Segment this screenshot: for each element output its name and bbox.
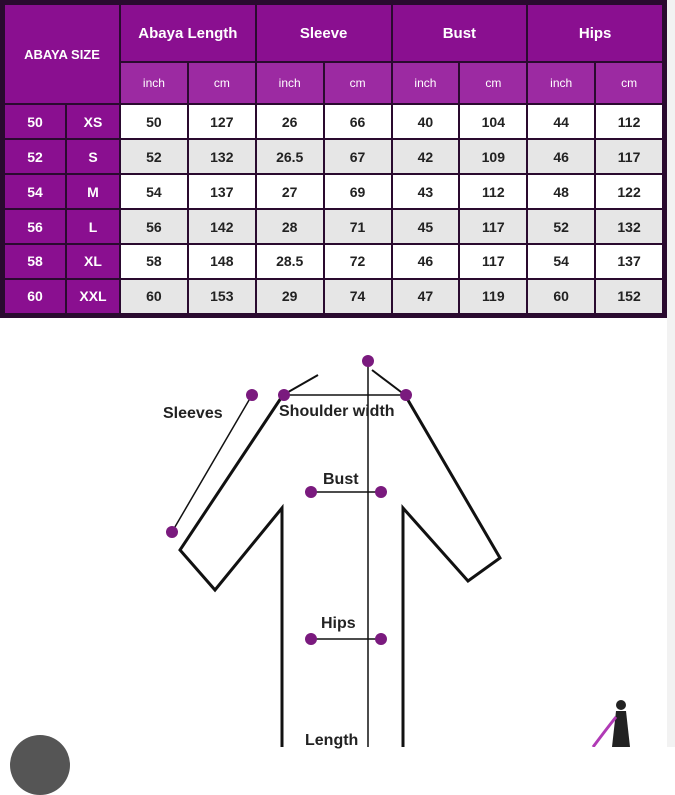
table-cell: 56 (121, 210, 187, 243)
table-cell: 142 (189, 210, 255, 243)
table-cell: 72 (325, 245, 391, 278)
size-letter: XS (67, 105, 119, 138)
table-cell: 137 (596, 245, 662, 278)
woman-figure-icon (588, 697, 648, 747)
header-row-groups (5, 5, 662, 61)
point-marker (305, 633, 317, 645)
point-marker (400, 389, 412, 401)
table-cell: 74 (325, 280, 391, 313)
size-chart (0, 0, 667, 318)
size-letter: XXL (67, 280, 119, 313)
table-row (5, 105, 662, 138)
size-letter: XL (67, 245, 119, 278)
abaya-size-header: ABAYA SIZE (5, 5, 119, 103)
group-header-bust: Bust (393, 5, 527, 61)
length-label: Length (305, 732, 359, 749)
sleeves-label: Sleeves (163, 405, 223, 422)
size-number: 50 (5, 105, 65, 138)
size-letter: L (67, 210, 119, 243)
size-letter: M (67, 175, 119, 208)
unit-header: cm (189, 63, 255, 103)
size-number: 58 (5, 245, 65, 278)
table-cell: 52 (528, 210, 594, 243)
table-cell: 28 (257, 210, 323, 243)
unit-header: cm (460, 63, 526, 103)
table-cell: 43 (393, 175, 459, 208)
point-marker (246, 389, 258, 401)
bust-label: Bust (323, 471, 359, 488)
neckline (283, 370, 405, 395)
unit-header: inch (121, 63, 187, 103)
table-cell: 27 (257, 175, 323, 208)
size-number: 56 (5, 210, 65, 243)
table-cell: 29 (257, 280, 323, 313)
table-cell: 112 (596, 105, 662, 138)
table-cell: 60 (528, 280, 594, 313)
table-cell: 71 (325, 210, 391, 243)
scroll-edge (667, 0, 675, 747)
table-cell: 112 (460, 175, 526, 208)
table-cell: 50 (121, 105, 187, 138)
table-cell: 26.5 (257, 140, 323, 173)
table-cell: 122 (596, 175, 662, 208)
point-marker (375, 633, 387, 645)
point-marker (305, 486, 317, 498)
size-number: 52 (5, 140, 65, 173)
table-cell: 60 (121, 280, 187, 313)
table-cell: 153 (189, 280, 255, 313)
size-letter: S (67, 140, 119, 173)
table-cell: 117 (596, 140, 662, 173)
unit-header: cm (325, 63, 391, 103)
table-cell: 132 (596, 210, 662, 243)
table-cell: 109 (460, 140, 526, 173)
point-marker (362, 355, 374, 367)
table-cell: 46 (393, 245, 459, 278)
table-cell: 66 (325, 105, 391, 138)
table-cell: 48 (528, 175, 594, 208)
table-cell: 40 (393, 105, 459, 138)
table-cell: 28.5 (257, 245, 323, 278)
size-number: 54 (5, 175, 65, 208)
table-row (5, 140, 662, 173)
table-cell: 45 (393, 210, 459, 243)
table-cell: 69 (325, 175, 391, 208)
table-cell: 67 (325, 140, 391, 173)
table-cell: 104 (460, 105, 526, 138)
unit-header: inch (393, 63, 459, 103)
table-cell: 54 (121, 175, 187, 208)
table-cell: 127 (189, 105, 255, 138)
table-row (5, 280, 662, 313)
size-number: 60 (5, 280, 65, 313)
table-cell: 44 (528, 105, 594, 138)
measurement-diagram (0, 318, 675, 747)
table-cell: 148 (189, 245, 255, 278)
group-header-sleeve: Sleeve (257, 5, 391, 61)
unit-header: inch (528, 63, 594, 103)
point-marker (166, 526, 178, 538)
table-cell: 46 (528, 140, 594, 173)
table-cell: 58 (121, 245, 187, 278)
table-cell: 117 (460, 210, 526, 243)
table-row (5, 245, 662, 278)
table-cell: 42 (393, 140, 459, 173)
table-cell: 54 (528, 245, 594, 278)
hips-label: Hips (321, 615, 356, 632)
shoulder-width-label: Shoulder width (279, 403, 395, 420)
point-marker (278, 389, 290, 401)
table-cell: 119 (460, 280, 526, 313)
avatar[interactable] (10, 735, 70, 795)
point-marker (375, 486, 387, 498)
table-cell: 26 (257, 105, 323, 138)
unit-header: cm (596, 63, 662, 103)
group-header-length: Abaya Length (121, 5, 255, 61)
table-row (5, 175, 662, 208)
table-row (5, 210, 662, 243)
table-cell: 132 (189, 140, 255, 173)
unit-header: inch (257, 63, 323, 103)
abaya-outline (0, 318, 675, 747)
table-cell: 137 (189, 175, 255, 208)
size-table (3, 3, 664, 315)
table-cell: 117 (460, 245, 526, 278)
group-header-hips: Hips (528, 5, 662, 61)
garment-outline (180, 395, 500, 747)
table-cell: 47 (393, 280, 459, 313)
table-cell: 52 (121, 140, 187, 173)
table-cell: 152 (596, 280, 662, 313)
